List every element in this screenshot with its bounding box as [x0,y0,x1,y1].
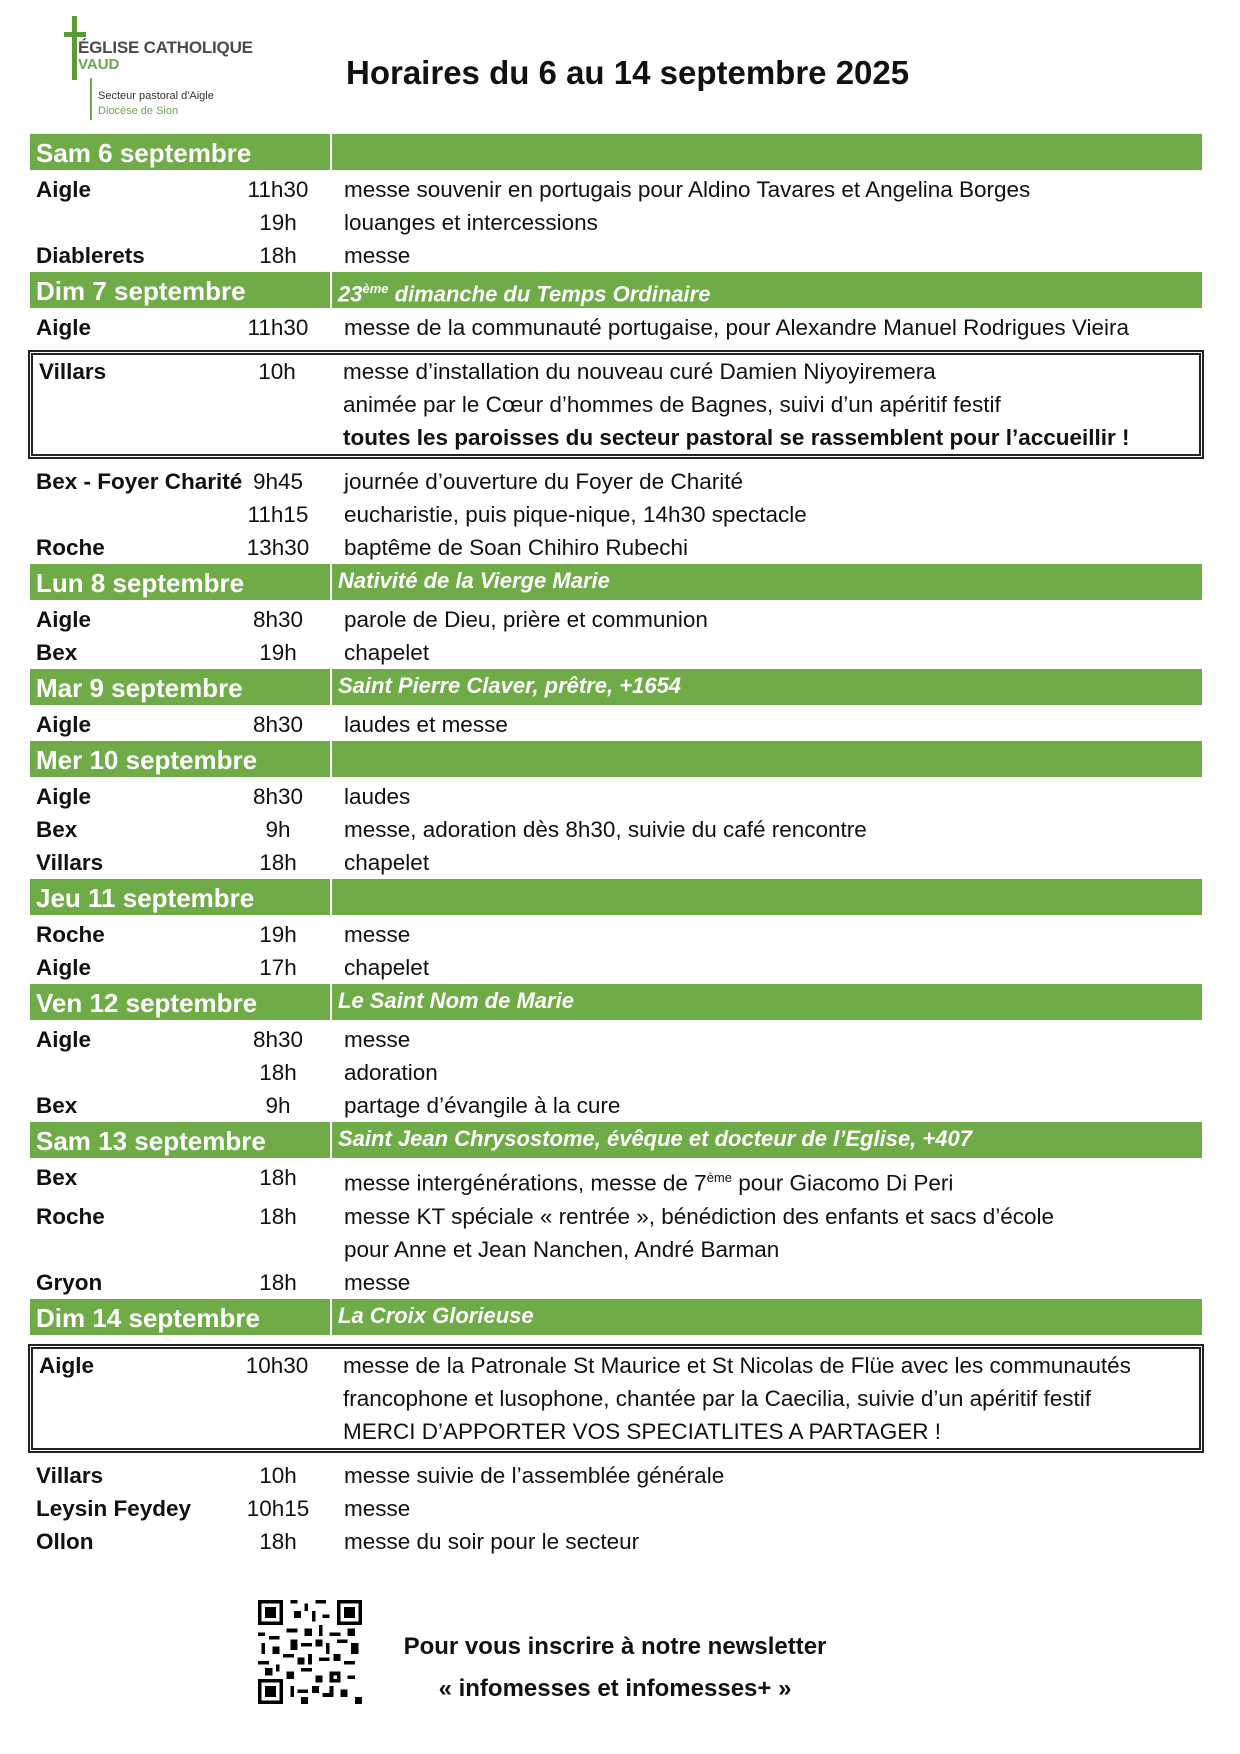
day-name: Dim 14 septembre [30,1299,332,1335]
description: laudes [344,784,411,809]
time: 8h30 [252,607,304,632]
table-row [30,498,1202,531]
day-header [30,879,1202,918]
place [30,1233,222,1266]
time: 8h30 [252,1027,304,1052]
description: francophone et lusophone, chantée par la Caecilia, suivie d’un apéritif festif [343,1385,1091,1411]
day-header [30,134,1202,173]
table-row [30,311,1202,344]
place: Aigle [36,712,92,737]
page-title: Horaires du 6 au 14 septembre 2025 [346,54,910,91]
day-name: Lun 8 septembre [30,564,332,600]
newsletter-line-2: « infomesses et infomesses+ » [438,1675,792,1702]
description: journée d’ouverture du Foyer de Charité [344,469,743,494]
table-row [30,918,1202,951]
place: Villars [39,359,107,384]
schedule-table [30,134,1202,1558]
day-name: Ven 12 septembre [30,984,332,1020]
day-name: Mar 9 septembre [30,669,332,705]
time [222,1233,334,1266]
description: messe, adoration dès 8h30, suivie du café rencontre [344,817,867,842]
day-header [30,564,1202,603]
table-row [30,636,1202,669]
description: parole de Dieu, prière et communion [344,607,708,632]
table-row [30,1200,1202,1233]
place: Aigle [36,955,92,980]
table-row [30,1492,1202,1525]
day-name: Mer 10 septembre [30,741,332,777]
description: toutes les paroisses du secteur pastoral se rassemblent pour l’accueillir ! [343,425,1130,450]
time: 19h [259,210,297,235]
time: 11h15 [247,502,309,527]
place: Ollon [36,1528,94,1554]
description: partage d’évangile à la cure [344,1093,621,1118]
feast-name [332,879,1202,915]
place: Gryon [36,1269,103,1295]
description: adoration [344,1060,438,1085]
description: chapelet [344,850,430,875]
diocese-logo [64,14,284,124]
newsletter-text [400,1626,830,1710]
place: Leysin Feydey [36,1495,192,1521]
table-row [30,1089,1202,1122]
time: 10h30 [245,1352,309,1378]
time: 10h15 [246,1495,310,1521]
description: baptême de Soan Chihiro Rubechi [344,535,688,560]
place: Bex [36,640,78,665]
place: Bex - Foyer Charité [36,469,243,494]
day-header [30,1299,1202,1338]
description: messe [344,1027,411,1052]
table-row [33,1415,1199,1448]
highlight-box [28,350,1204,459]
description: messe KT spéciale « rentrée », bénédiction des enfants et sacs d’école [344,1203,1055,1229]
description: messe [344,1269,411,1295]
feast-name: Saint Jean Chrysostome, évêque et docteur de l’Eglise, +407 [338,1126,972,1151]
time: 13h30 [246,535,310,560]
description: messe d’installation du nouveau curé Damien Niyoyiremera [343,359,936,384]
description: animée par le Cœur d’hommes de Bagnes, suivi d’un apéritif festif [343,392,1001,417]
feast-name: Nativité de la Vierge Marie [338,568,610,593]
description: louanges et intercessions [344,210,598,235]
time: 19h [259,922,297,947]
description: messe suivie de l’assemblée générale [344,1462,725,1488]
table-row [30,465,1202,498]
time: 18h [259,1528,297,1554]
place: Bex [36,1165,78,1190]
table-row [30,846,1202,879]
place: Roche [36,1203,105,1229]
time: 18h [259,243,297,268]
day-header [30,984,1202,1023]
table-row [30,531,1202,564]
table-row [30,1023,1202,1056]
time: 10h [259,1462,297,1488]
time: 9h [265,817,291,842]
day-header [30,272,1202,311]
logo-line-2: VAUD [78,56,120,73]
time: 19h [259,640,297,665]
place: Villars [36,850,104,875]
description: messe de la Patronale St Maurice et St Nicolas de Flüe avec les communautés [343,1352,1131,1378]
table-row [30,1233,1202,1266]
table-row [30,1266,1202,1299]
time: 8h30 [252,784,304,809]
place [30,206,222,239]
description: messe de la communauté portugaise, pour Alexandre Manuel Rodrigues Vieira [344,315,1130,340]
description: messe intergénérations, messe de 7ème pour Giacomo Di Peri [344,1170,954,1196]
logo-sector: Secteur pastoral d'Aigle [98,90,214,102]
place: Roche [36,535,105,560]
table-row [30,239,1202,272]
cross-icon [72,16,77,80]
description: MERCI D’APPORTER VOS SPECIATLITES A PARTAGER ! [343,1418,942,1444]
place: Aigle [36,1027,92,1052]
feast-name: Saint Pierre Claver, prêtre, +1654 [338,673,682,698]
table-row [33,1382,1199,1415]
time: 8h30 [252,712,304,737]
feast-name: La Croix Glorieuse [338,1302,534,1328]
cross-icon-bar [64,32,86,37]
logo-divider [90,78,92,120]
place: Aigle [36,177,92,202]
time: 18h [259,1060,297,1085]
logo-line-1: ÉGLISE CATHOLIQUE [78,38,253,57]
place [30,498,222,531]
place: Diablerets [36,243,145,268]
table-row [30,206,1202,239]
table-row [33,1349,1199,1382]
place: Aigle [39,1352,95,1378]
description: laudes et messe [344,712,508,737]
time: 18h [259,1165,297,1190]
day-header [30,669,1202,708]
description: chapelet [344,955,430,980]
time: 9h [265,1093,291,1118]
description: messe [344,922,411,947]
description: messe du soir pour le secteur [344,1528,640,1554]
newsletter-line-1: Pour vous inscrire à notre newsletter [403,1633,827,1660]
place: Aigle [36,784,92,809]
table-row [33,421,1199,454]
place [30,1056,222,1089]
place: Roche [36,922,105,947]
day-name: Sam 13 septembre [30,1122,332,1158]
table-row [33,388,1199,421]
table-row [30,1525,1202,1558]
description: messe [344,1495,411,1521]
qr-code[interactable] [258,1600,362,1704]
table-row [30,780,1202,813]
time: 9h45 [252,469,304,494]
time: 10h [258,359,296,384]
day-name: Jeu 11 septembre [30,879,332,915]
day-header [30,1122,1202,1161]
place: Bex [36,1093,78,1118]
description: eucharistie, puis pique-nique, 14h30 spectacle [344,502,807,527]
table-row [30,813,1202,846]
table-row [30,708,1202,741]
time: 17h [259,955,297,980]
day-header [30,741,1202,780]
time: 11h30 [247,315,309,340]
highlight-box [28,1344,1204,1453]
table-row [30,1161,1202,1200]
feast-name: 23ème dimanche du Temps Ordinaire [338,281,711,307]
feast-name: Le Saint Nom de Marie [338,988,574,1013]
table-row [33,355,1199,388]
description: chapelet [344,640,430,665]
place: Aigle [36,315,92,340]
feast-name [332,741,1202,777]
logo-diocese: Diocèse de Sion [98,105,179,117]
time: 18h [259,850,297,875]
time: 18h [259,1203,297,1229]
table-row [30,1056,1202,1089]
table-row [30,603,1202,636]
table-row [30,1459,1202,1492]
place: Bex [36,817,78,842]
day-name: Dim 7 septembre [30,272,332,308]
description: messe [344,243,411,268]
day-name: Sam 6 septembre [30,134,332,170]
time: 11h30 [247,177,309,202]
time: 18h [259,1269,297,1295]
table-row [30,173,1202,206]
description: pour Anne et Jean Nanchen, André Barman [344,1236,780,1262]
description: messe souvenir en portugais pour Aldino Tavares et Angelina Borges [344,177,1031,202]
feast-name [332,134,1202,170]
table-row [30,951,1202,984]
place: Villars [36,1462,104,1488]
place: Aigle [36,607,92,632]
